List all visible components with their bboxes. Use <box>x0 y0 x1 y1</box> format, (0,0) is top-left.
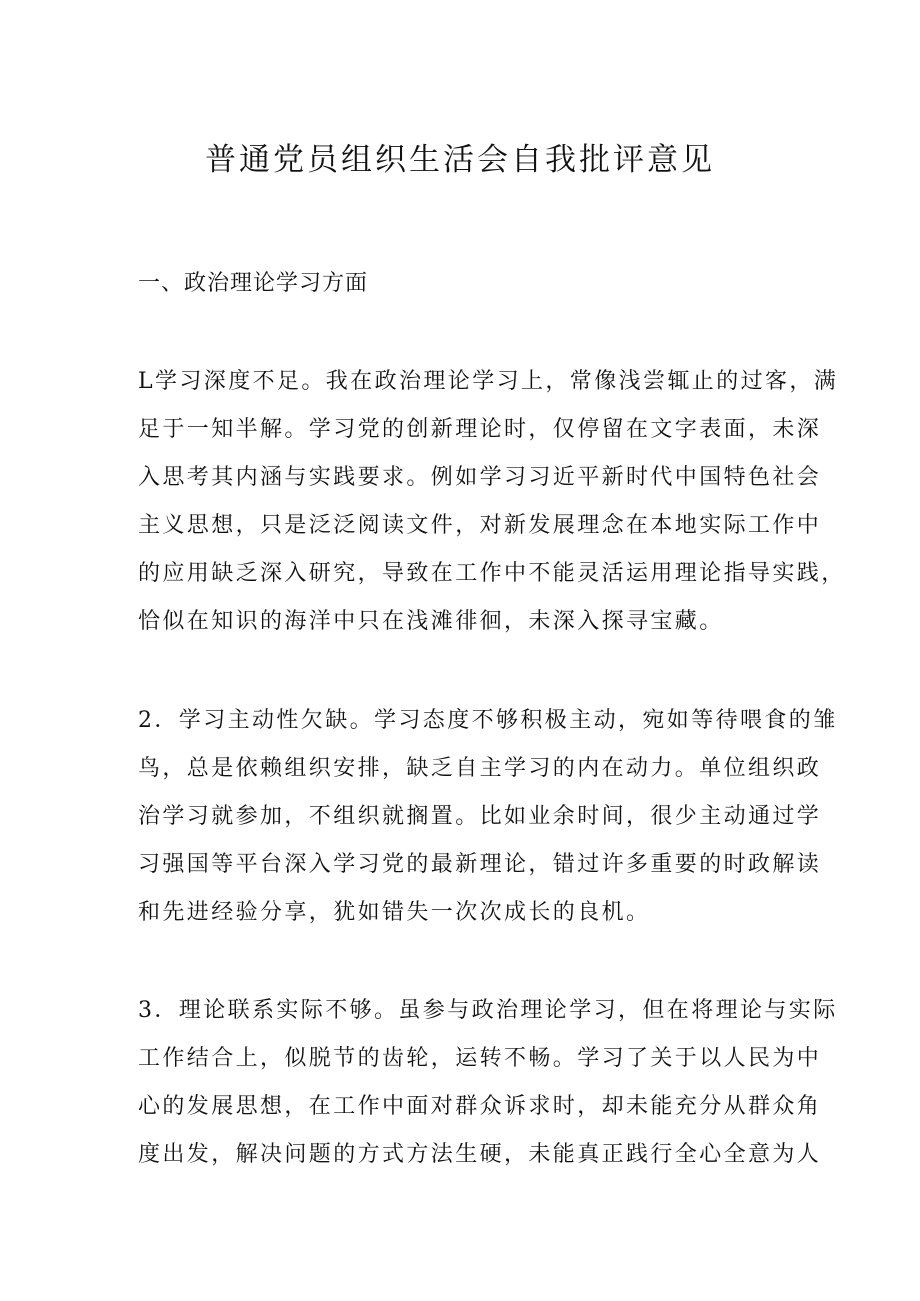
paragraph-line: 3．理论联系实际不够。虽参与政治理论学习，但在将理论与实际 <box>138 998 838 1023</box>
paragraph-line: 度出发，解决问题的方式方法生硬，未能真正践行全心全意为人 <box>138 1142 822 1167</box>
paragraph-line: 足于一知半解。学习党的创新理论时，仅停留在文字表面，未深 <box>138 417 822 442</box>
paragraph-line: 鸟，总是依赖组织安排，缺乏自主学习的内在动力。单位组织政 <box>138 756 822 781</box>
paragraph-line: 入思考其内涵与实践要求。例如学习习近平新时代中国特色社会 <box>138 465 822 490</box>
paragraph-study-depth <box>138 358 846 646</box>
paragraph-line: 的应用缺乏深入研究，导致在工作中不能灵活运用理论指导实践， <box>138 561 846 586</box>
paragraph-line: 工作结合上，似脱节的齿轮，运转不畅。学习了关于以人民为中 <box>138 1046 822 1071</box>
paragraph-line: 治学习就参加，不组织就搁置。比如业余时间，很少主动通过学 <box>138 804 822 829</box>
paragraph-line: 和先进经验分享，犹如错失一次次成长的良机。 <box>138 900 651 925</box>
paragraph-line: 习强国等平台深入学习党的最新理论，错过许多重要的时政解读 <box>138 852 822 877</box>
paragraph-line: 恰似在知识的海洋中只在浅滩徘徊，未深入探寻宝藏。 <box>138 609 724 634</box>
paragraph-theory-practice <box>138 987 838 1179</box>
document-title: 普通党员组织生活会自我批评意见 <box>205 142 715 178</box>
paragraph-study-initiative <box>138 697 838 937</box>
section-heading: 一、政治理论学习方面 <box>138 271 369 296</box>
paragraph-line: 主义思想，只是泛泛阅读文件，对新发展理念在本地实际工作中 <box>138 513 822 538</box>
paragraph-line: 2．学习主动性欠缺。学习态度不够积极主动，宛如等待喂食的雏 <box>138 708 838 733</box>
paragraph-line: L学习深度不足。我在政治理论学习上，常像浅尝辄止的过客，满 <box>138 369 839 394</box>
paragraph-line: 心的发展思想，在工作中面对群众诉求时，却未能充分从群众角 <box>138 1094 822 1119</box>
